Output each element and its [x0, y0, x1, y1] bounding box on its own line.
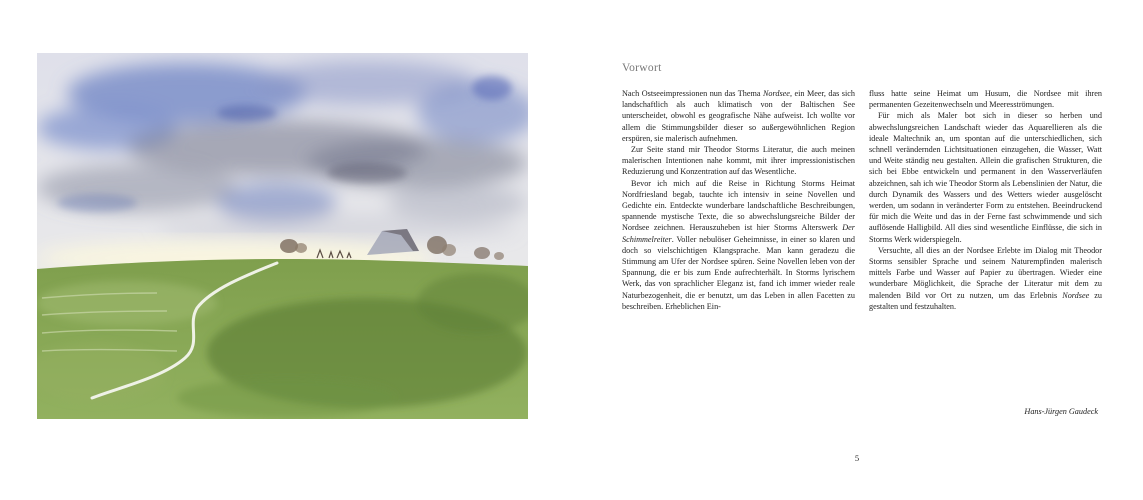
paragraph: Bevor ich mich auf die Reise in Richtung Storms Heimat Nordfriesland begab, tauchte ich intensiv in seine Novellen und Gedichte ein. Entdeckte wunderbare landschaftliche Beschreibungen, spannende mystische Texte, die so abwechslungsreiche Bilder der Nordsee zeichnen. Herauszuheben ist hier Storms Alterswerk Der Schimmelreiter. Voller nebulöser Geheimnisse, in einer so klaren und doch so vielschichtigen Klangsprache. Man kann geradezu die Stimmung am Ufer der Nordsee spüren. Seine Novellen leben von der Spannung, die er bis zum Ende aufrechterhält. In Storms lyrischem Werk, das von sprachlicher Eleganz ist, fand ich immer wieder reale Naturbezogenheit, die er benutzt, um das Leben in allen Facetten zu beschreiben. Erheblichen Ein-: [622, 178, 855, 311]
right-page: [572, 0, 1143, 500]
text-column-left: [622, 88, 855, 388]
paragraph: Nach Ostseeimpressionen nun das Thema Nordsee, ein Meer, das sich landschaftlich als auch klimatisch von der Baltischen See unterscheidet, obwohl es geografische Nähe aufweist. Ich wollte vor allem die Stimmungsbilder dieser so außergewöhnlichen Region erspüren, sie malerisch aufnehmen.: [622, 89, 855, 143]
paragraph: Für mich als Maler bot sich in dieser so herben und abwechslungsreichen Landschaft wieder das Aquarellieren als die ideale Maltechnik an, um spontan auf die unterschiedlichen, sich schnell verändernden Lichtsituationen einzugehen, die Wasser, Watt und Weite ständig neu gestalten. Allein die grafischen Strukturen, die sich bei Ebbe entwickeln und permanent in den Wasserverläufen abzeichnen, sah ich wie Theodor Storm als Lebenslinien der Natur, die durch Dynamik des Wassers und des Wetters wieder ausgelöscht werden, um sodann in veränderter Form zu entstehen. Beeindruckend für mich die Weite und das in der Ferne fast schwimmende und sich auflösende Halligbild. All dies sind wesentliche Einflüsse, die sich in Storms Werk widerspiegeln.: [869, 111, 1102, 244]
left-page: [0, 0, 571, 500]
chapter-heading: Vorwort: [622, 62, 662, 74]
author-signature: Hans-Jürgen Gaudeck: [1024, 407, 1098, 416]
paragraph: Versuchte, all dies an der Nordsee Erlebte im Dialog mit Theodor Storms sensibler Sprache und seinem Naturempfinden malerisch mittels Farbe und Wasser auf Papier zu übertragen. Wieder eine wunderbare Möglichkeit, die Sprache der Literatur mit dem zu malenden Bild vor Ort zu nutzen, um das Erlebnis Nordsee zu gestalten und festzuhalten.: [869, 245, 1102, 311]
text-columns: [622, 88, 1102, 388]
page-number: 5: [854, 453, 860, 463]
paragraph: fluss hatte seine Heimat um Husum, die Nordsee mit ihren permanenten Gezeitenwechseln und Meeresströmungen.: [869, 89, 1102, 110]
paragraph: Zur Seite stand mir Theodor Storms Literatur, die auch meinen malerischen Intentionen nahe kommt, mit ihrer impressionistischen Reduzierung und Konzentration auf das Wesentliche.: [622, 145, 855, 177]
watercolor-painting: [37, 53, 528, 419]
painting-canvas: [37, 53, 528, 419]
text-column-right: [869, 88, 1102, 388]
